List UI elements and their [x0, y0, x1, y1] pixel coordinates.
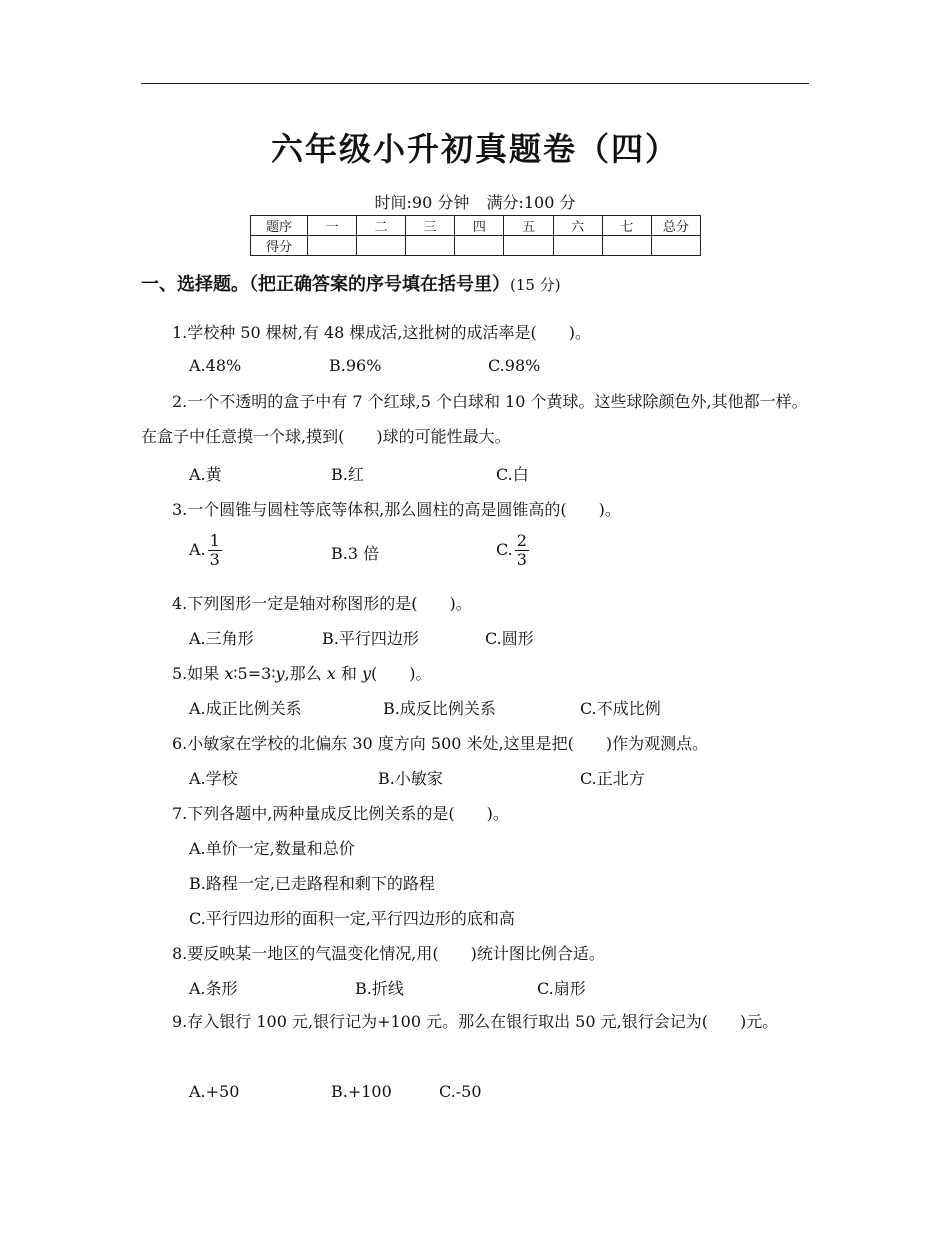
score-cell: 四 [455, 216, 504, 236]
option[interactable]: B.+100 [331, 1082, 392, 1101]
option[interactable]: A.学校 [189, 769, 238, 788]
fraction-numerator: 1 [209, 531, 220, 550]
option[interactable]: A.三角形 [189, 629, 254, 648]
score-cell: 六 [553, 216, 602, 236]
option[interactable]: C.平行四边形的面积一定,平行四边形的底和高 [189, 909, 515, 928]
score-cell: 三 [406, 216, 455, 236]
score-cell: 七 [602, 216, 651, 236]
option[interactable]: B.小敏家 [378, 769, 443, 788]
question-2: 2.一个不透明的盒子中有 7 个红球,5 个白球和 10 个黄球。这些球除颜色外,其他都一样。在盒子中任意摸一个球,摸到( )球的可能性最大。 [141, 392, 808, 446]
fraction-numerator: 2 [516, 531, 527, 550]
section-points: (15 分) [510, 276, 561, 294]
exam-time: 时间:90 分钟 [374, 193, 470, 212]
question-1: 1.学校种 50 棵树,有 48 棵成活,这批树的成活率是( )。 [172, 323, 591, 342]
option[interactable]: B.路程一定,已走路程和剩下的路程 [189, 874, 435, 893]
score-input-cell[interactable] [455, 236, 504, 256]
fraction-denominator: 3 [209, 550, 220, 569]
q5-text: ( )。 [370, 664, 432, 683]
var-x: x [224, 664, 234, 683]
option[interactable]: B.折线 [355, 979, 404, 998]
top-rule [141, 83, 809, 84]
option[interactable]: C.98% [488, 356, 541, 375]
option-c[interactable] [496, 532, 529, 569]
option[interactable]: B.成反比例关系 [383, 699, 496, 718]
option[interactable]: B.红 [331, 465, 364, 484]
option-a[interactable] [189, 532, 222, 569]
option[interactable]: C.正北方 [580, 769, 645, 788]
section-heading [141, 270, 561, 296]
option[interactable]: C.圆形 [485, 629, 534, 648]
fraction-denominator: 3 [516, 550, 527, 569]
score-input-cell[interactable] [357, 236, 406, 256]
option[interactable]: C.-50 [439, 1082, 482, 1101]
exam-meta [0, 190, 950, 213]
score-cell: 得分 [251, 236, 308, 256]
score-cell: 题序 [251, 216, 308, 236]
question-3: 3.一个圆锥与圆柱等底等体积,那么圆柱的高是圆锥高的( )。 [172, 500, 621, 519]
option[interactable]: B.平行四边形 [322, 629, 419, 648]
option[interactable]: A.单价一定,数量和总价 [189, 839, 355, 858]
option[interactable]: C.扇形 [537, 979, 586, 998]
q5-text: 和 [335, 664, 362, 683]
option[interactable]: A.条形 [189, 979, 238, 998]
option-label: A. [189, 540, 206, 559]
fraction [208, 532, 222, 569]
option[interactable]: C.不成比例 [580, 699, 661, 718]
option-label: C. [496, 540, 513, 559]
fraction [515, 532, 529, 569]
score-input-cell[interactable] [602, 236, 651, 256]
score-cell: 一 [307, 216, 356, 236]
score-cell: 二 [357, 216, 406, 236]
question-8: 8.要反映某一地区的气温变化情况,用( )统计图比例合适。 [172, 944, 605, 963]
score-input-cell[interactable] [307, 236, 356, 256]
q5-text: 5.如果 [172, 664, 225, 683]
score-input-cell[interactable] [651, 236, 700, 256]
option[interactable]: C.白 [496, 465, 529, 484]
option[interactable]: B.96% [329, 356, 382, 375]
option[interactable]: A.成正比例关系 [189, 699, 302, 718]
section-heading-text: 一、选择题。（把正确答案的序号填在括号里） [141, 274, 510, 295]
var-x: x [326, 664, 336, 683]
q5-text: ,那么 [284, 664, 327, 683]
var-y: y [275, 664, 285, 683]
option[interactable]: A.48% [189, 356, 242, 375]
score-cell: 总分 [651, 216, 700, 236]
page-title: 六年级小升初真题卷（四） [270, 130, 679, 168]
option[interactable]: A.黄 [189, 465, 222, 484]
question-4: 4.下列图形一定是轴对称图形的是( )。 [172, 594, 472, 613]
question-7: 7.下列各题中,两种量成反比例关系的是( )。 [172, 804, 509, 823]
score-table-header-row [251, 216, 701, 236]
score-input-cell[interactable] [406, 236, 455, 256]
score-input-cell[interactable] [553, 236, 602, 256]
question-5 [172, 661, 431, 684]
score-table [250, 215, 701, 256]
question-9: 9.存入银行 100 元,银行记为+100 元。那么在银行取出 50 元,银行会记为( )元。 [172, 1012, 779, 1031]
option[interactable]: A.+50 [189, 1082, 240, 1101]
score-input-cell[interactable] [504, 236, 553, 256]
exam-full-score: 满分:100 分 [486, 193, 576, 212]
var-y: y [361, 664, 371, 683]
q5-text: ∶5=3∶ [233, 664, 276, 683]
question-6: 6.小敏家在学校的北偏东 30 度方向 500 米处,这里是把( )作为观测点。 [172, 734, 709, 753]
score-cell: 五 [504, 216, 553, 236]
score-table-score-row [251, 236, 701, 256]
option[interactable]: B.3 倍 [331, 544, 380, 563]
